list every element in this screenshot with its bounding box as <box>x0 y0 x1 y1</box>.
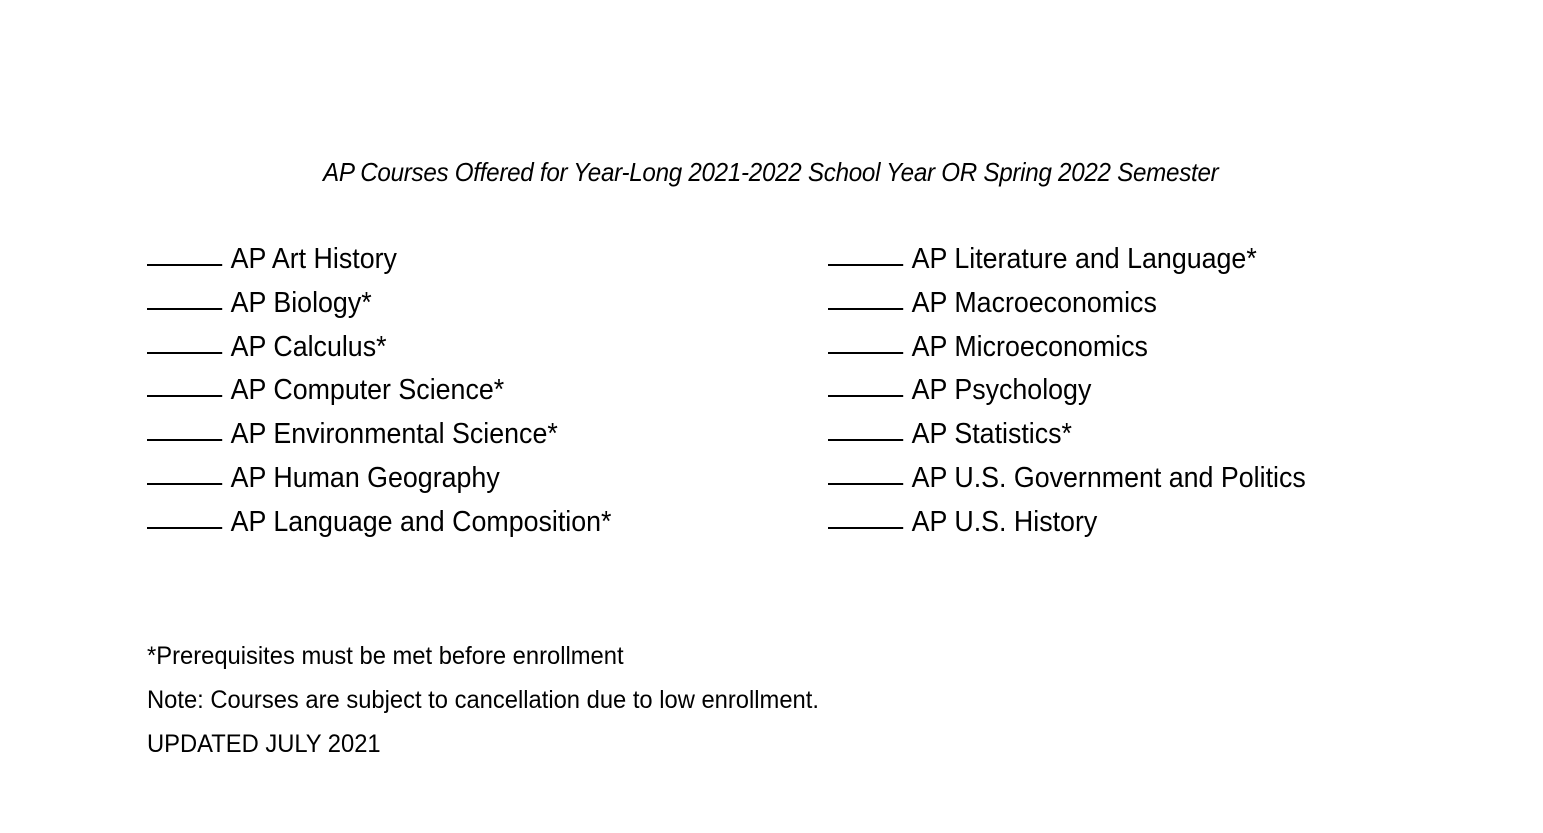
checkmark-blank[interactable] <box>147 415 222 441</box>
checkmark-blank[interactable] <box>828 284 903 310</box>
course-item <box>147 459 611 503</box>
document-title: AP Courses Offered for Year-Long 2021-2022 School Year OR Spring 2022 Semester <box>323 157 1219 187</box>
course-name: AP U.S. Government and Politics <box>911 461 1306 494</box>
course-name: AP Macroeconomics <box>911 286 1157 319</box>
course-item <box>828 415 1306 459</box>
footer-notes <box>147 640 854 771</box>
checkmark-blank[interactable] <box>828 371 903 397</box>
course-item <box>147 371 611 415</box>
course-list-right <box>828 240 1336 547</box>
course-name: AP Psychology <box>911 374 1092 407</box>
course-item <box>828 240 1306 284</box>
checkmark-blank[interactable] <box>828 415 903 441</box>
course-item <box>828 284 1306 328</box>
course-item <box>147 240 611 284</box>
checkmark-blank[interactable] <box>828 503 903 529</box>
course-item <box>828 459 1306 503</box>
updated-date: UPDATED JULY 2021 <box>147 729 381 758</box>
checkmark-blank[interactable] <box>147 284 222 310</box>
checkmark-blank[interactable] <box>828 240 903 266</box>
course-name: AP Human Geography <box>230 461 500 494</box>
course-item <box>147 284 611 328</box>
course-item <box>147 503 611 547</box>
course-name: AP Statistics* <box>911 418 1072 451</box>
course-name: AP Microeconomics <box>911 330 1148 363</box>
checkmark-blank[interactable] <box>828 459 903 485</box>
checkmark-blank[interactable] <box>147 459 222 485</box>
course-name: AP U.S. History <box>911 505 1098 538</box>
course-name: AP Biology* <box>230 286 372 319</box>
course-name: AP Art History <box>230 243 397 275</box>
checkmark-blank[interactable] <box>147 503 222 529</box>
course-name: AP Literature and Language* <box>911 243 1257 275</box>
course-item <box>147 328 611 372</box>
checkmark-blank[interactable] <box>828 328 903 354</box>
course-name: AP Environmental Science* <box>230 418 558 451</box>
checkmark-blank[interactable] <box>147 328 222 354</box>
checkmark-blank[interactable] <box>147 371 222 397</box>
course-item <box>828 328 1306 372</box>
course-item <box>828 503 1306 547</box>
course-name: AP Computer Science* <box>230 374 505 407</box>
course-item <box>147 415 611 459</box>
course-name: AP Calculus* <box>230 330 387 363</box>
prerequisites-note: *Prerequisites must be met before enrollment <box>147 642 624 670</box>
course-item <box>828 371 1306 415</box>
checkmark-blank[interactable] <box>147 240 222 266</box>
cancellation-note: Note: Courses are subject to cancellation due to low enrollment. <box>147 685 819 714</box>
course-name: AP Language and Composition* <box>230 505 612 538</box>
course-list-left <box>147 240 641 547</box>
